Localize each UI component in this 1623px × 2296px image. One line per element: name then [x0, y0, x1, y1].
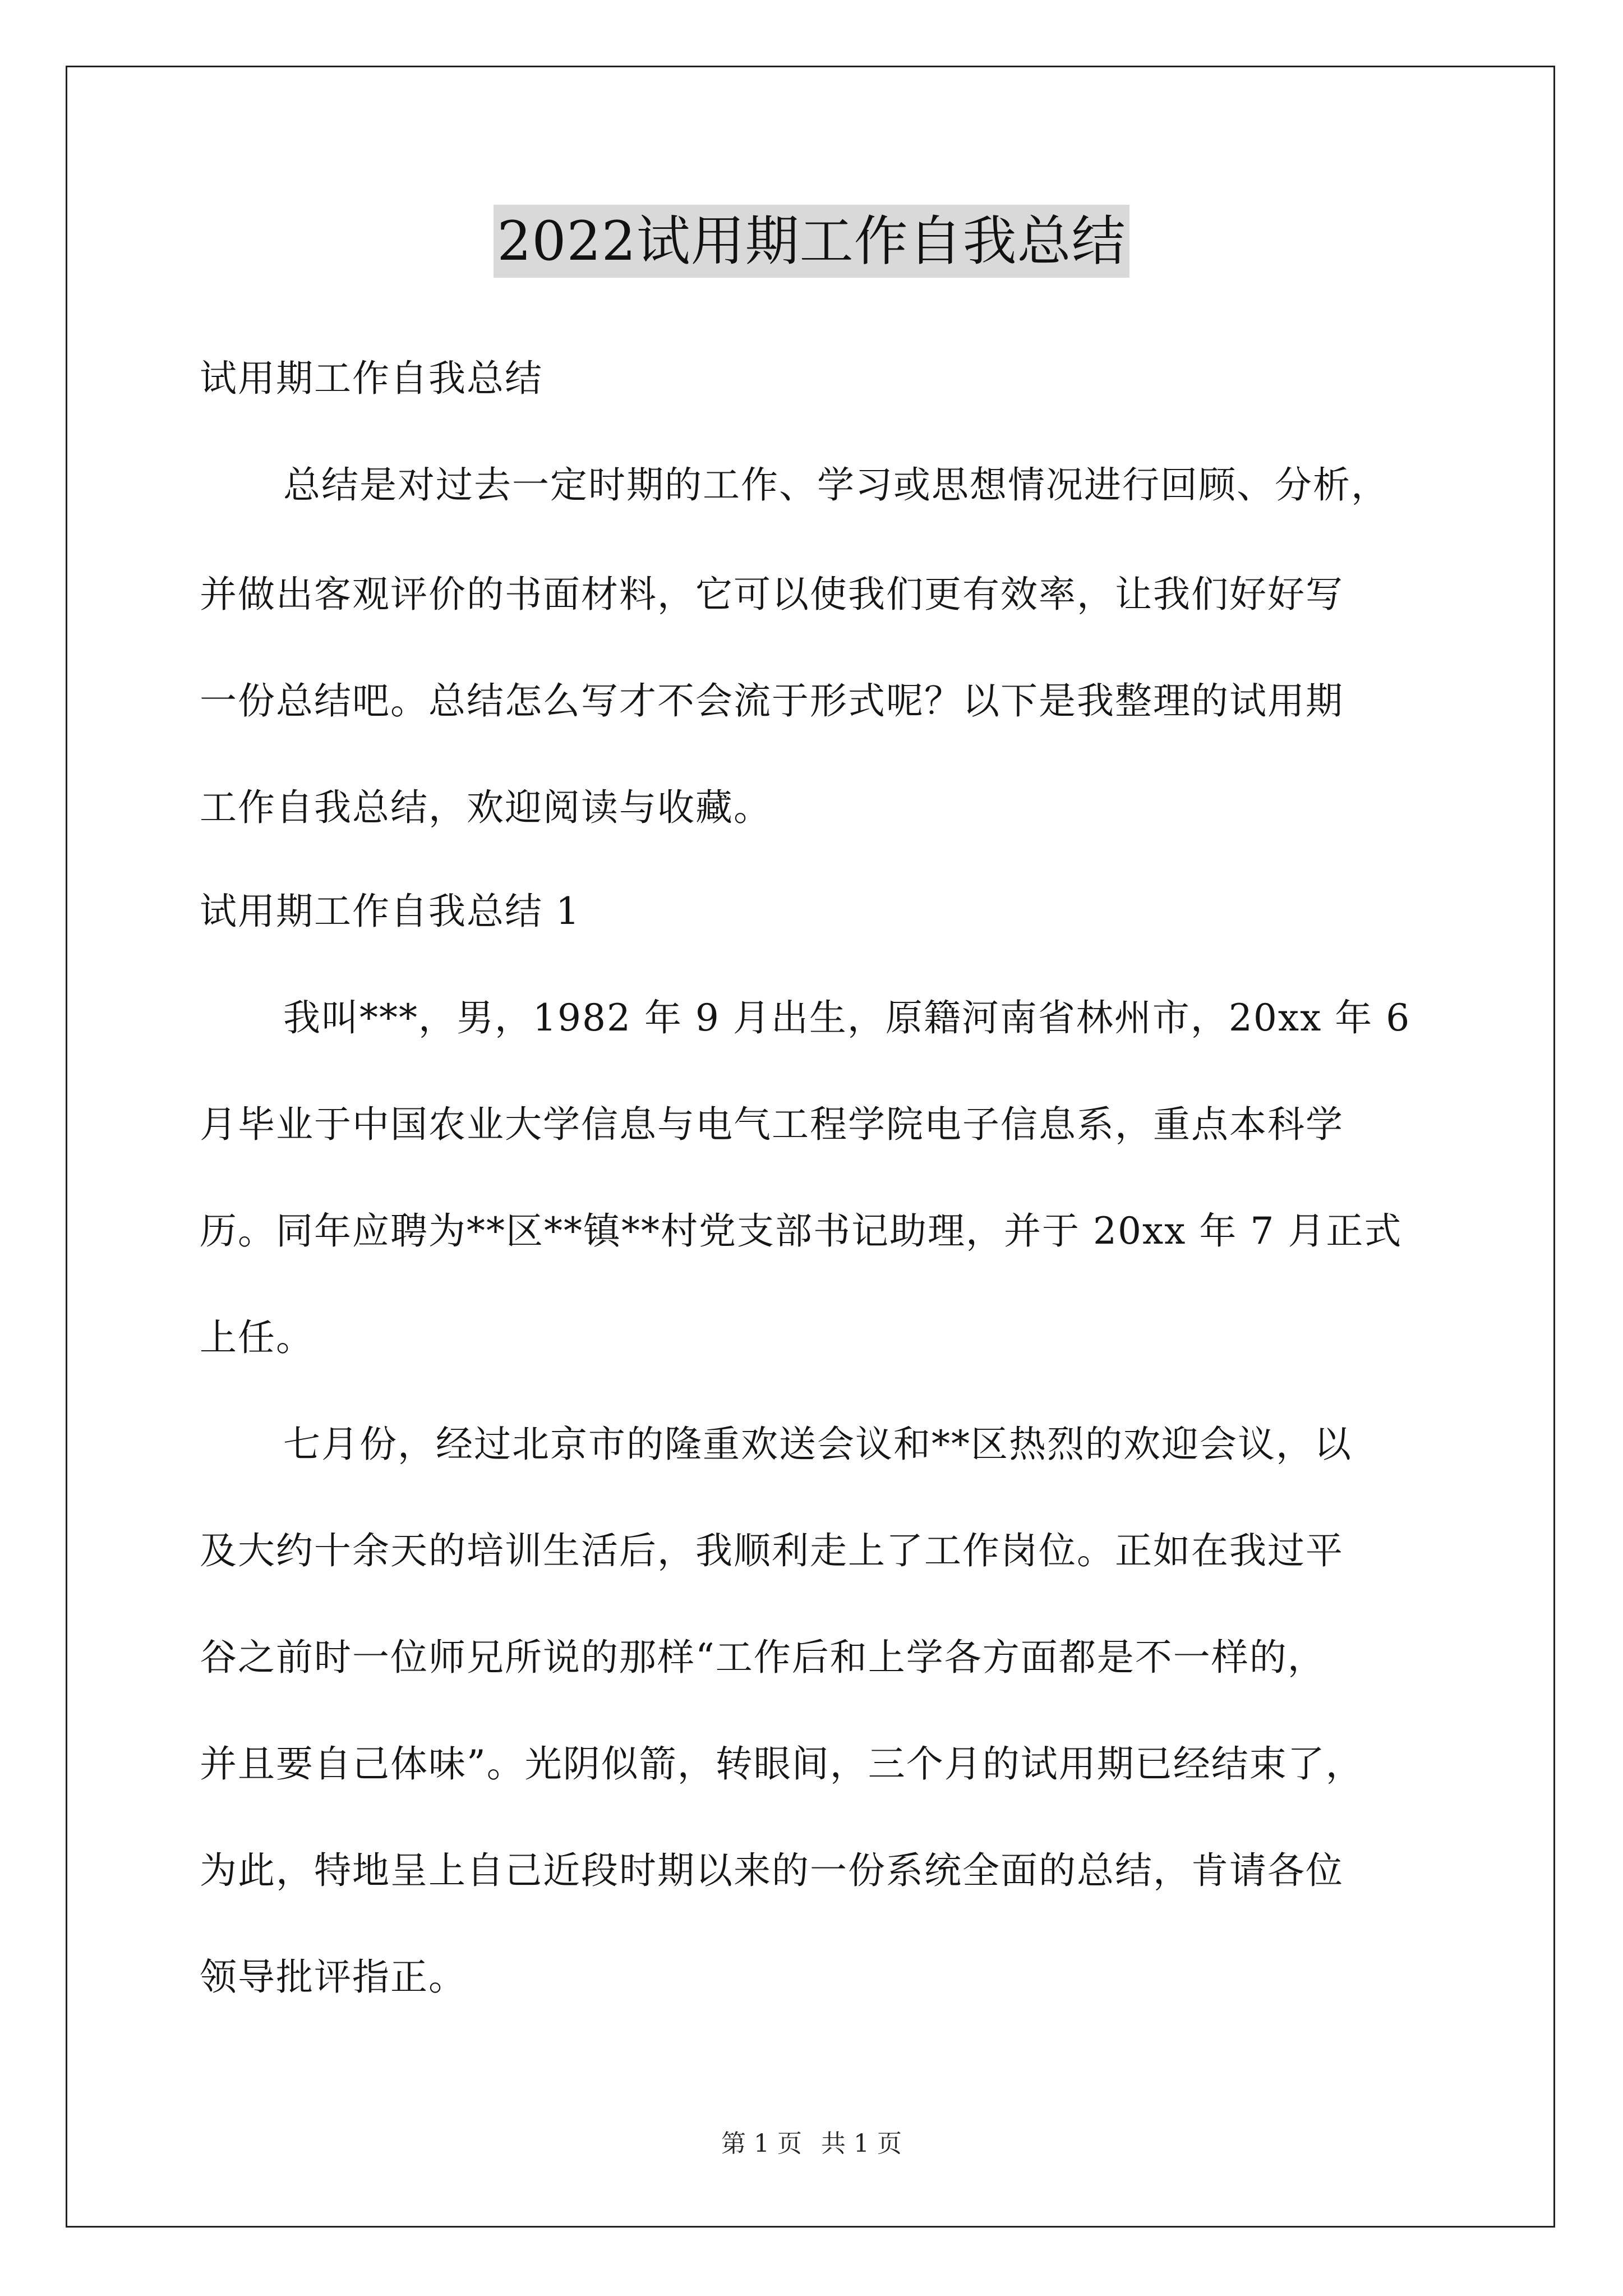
work-line-2: 及大约十余天的培训生活后，我顺利走上了工作岗位。正如在我过平	[200, 1529, 1344, 1572]
intro-line-1: 总结是对过去一定时期的工作、学习或思想情况进行回顾、分析，	[283, 463, 1389, 507]
work-line-6: 领导批评指正。	[200, 1955, 467, 1999]
subtitle: 试用期工作自我总结	[200, 357, 543, 400]
work-line-5: 为此，特地呈上自己近段时期以来的一份系统全面的总结，肯请各位	[200, 1849, 1344, 1892]
work-line-1: 七月份，经过北京市的隆重欢送会议和**区热烈的欢迎会议，以	[283, 1423, 1352, 1466]
section-heading-1: 试用期工作自我总结 1	[200, 890, 580, 933]
work-line-4: 并且要自己体味”。光阴似箭，转眼间，三个月的试用期已经结束了，	[200, 1742, 1364, 1786]
page-number-total: 共 1 页	[821, 2129, 902, 2158]
bio-line-1: 我叫***，男，1982 年 9 月出生，原籍河南省林州市，20xx 年 6	[283, 996, 1411, 1039]
intro-line-3: 一份总结吧。总结怎么写才不会流于形式呢？以下是我整理的试用期	[200, 679, 1344, 723]
page-number-current: 第 1 页	[721, 2129, 802, 2158]
bio-line-3: 历。同年应聘为**区**镇**村党支部书记助理，并于 20xx 年 7 月正式	[200, 1209, 1403, 1253]
document-title: 2022试用期工作自我总结	[494, 205, 1129, 278]
intro-line-2: 并做出客观评价的书面材料，它可以使我们更有效率，让我们好好写	[200, 573, 1344, 616]
bio-line-2: 月毕业于中国农业大学信息与电气工程学院电子信息系，重点本科学	[200, 1103, 1344, 1146]
page-footer	[0, 2127, 1623, 2161]
title-container	[0, 205, 1623, 278]
work-line-3: 谷之前时一位师兄所说的那样“工作后和上学各方面都是不一样的，	[200, 1636, 1326, 1679]
bio-line-4: 上任。	[200, 1316, 314, 1359]
intro-line-4: 工作自我总结，欢迎阅读与收藏。	[200, 786, 772, 829]
